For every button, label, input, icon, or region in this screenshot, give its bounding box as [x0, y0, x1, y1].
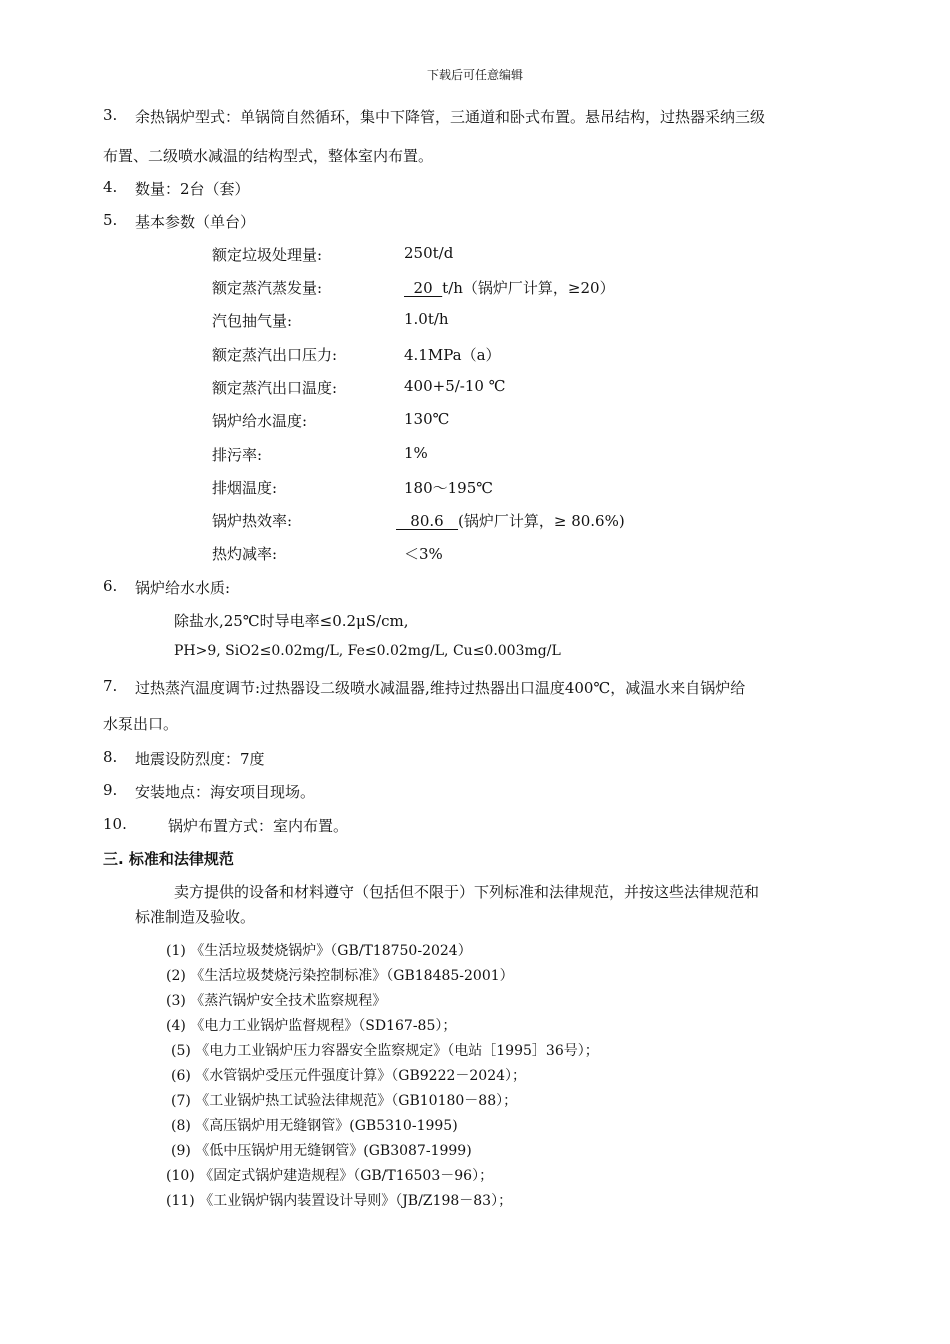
- item-4-text: 数量：2台（套）: [135, 180, 250, 198]
- item-10-number: 10.: [103, 815, 127, 833]
- param-label: 排烟温度:: [212, 479, 278, 497]
- param-label: 排污率:: [212, 446, 263, 464]
- item-3-text-line2: 布置、二级喷水减温的结构型式，整体室内布置。: [103, 147, 434, 165]
- item-3-text-line1: 余热锅炉型式：单锅筒自然循环，集中下降管，三通道和卧式布置。悬吊结构，过热器采纳三级: [135, 108, 766, 126]
- param-label: 锅炉给水温度:: [212, 412, 308, 430]
- item-5-number: 5.: [103, 211, 118, 229]
- standard-item: (3) 《蒸汽锅炉安全技术监察规程》: [166, 993, 387, 1009]
- param-value: 180～195℃: [404, 479, 494, 497]
- standard-item: (8) 《高压锅炉用无缝钢管》(GB5310-1995): [171, 1118, 458, 1134]
- item-8-text: 地震设防烈度：7度: [135, 750, 265, 768]
- param-value: 400+5/-10 ℃: [404, 377, 506, 395]
- item-5-text: 基本参数（单台）: [135, 213, 256, 231]
- param-value: 250t/d: [404, 244, 454, 262]
- standard-item: (11) 《工业锅炉锅内装置设计导则》（JB/Z198－83）；: [166, 1193, 513, 1209]
- param-label: 锅炉热效率:: [212, 512, 293, 530]
- param-value: [396, 510, 625, 531]
- standard-item: (6) 《水管锅炉受压元件强度计算》（GB9222－2024）；: [171, 1068, 527, 1084]
- standard-item: (4) 《电力工业锅炉监督规程》（SD167-85）；: [166, 1018, 457, 1034]
- param-value-underlined: 80.6: [396, 512, 459, 530]
- param-value: ＜3%: [404, 545, 443, 563]
- item-3-number: 3.: [103, 106, 118, 124]
- item-10-text: 锅炉布置方式：室内布置。: [168, 817, 349, 835]
- section-intro-line2: 标准制造及验收。: [135, 908, 256, 926]
- param-label: 额定垃圾处理量:: [212, 246, 323, 264]
- param-value: 1%: [404, 444, 428, 462]
- item-7-text-line2: 水泵出口。: [103, 715, 179, 733]
- param-label: 额定蒸汽蒸发量:: [212, 279, 323, 297]
- param-value: [404, 277, 615, 298]
- item-4-number: 4.: [103, 178, 118, 196]
- param-value: 130℃: [404, 410, 450, 428]
- standard-item: (5) 《电力工业锅炉压力容器安全监察规定》（电站［1995］36号）；: [171, 1043, 599, 1059]
- param-label: 热灼减率:: [212, 545, 278, 563]
- page-header: 下载后可任意编辑: [426, 68, 523, 82]
- standard-item: (7) 《工业锅炉热工试验法律规范》（GB10180－88）；: [171, 1093, 518, 1109]
- param-label: 额定蒸汽出口温度:: [212, 379, 338, 397]
- item-7-number: 7.: [103, 677, 118, 695]
- param-value-underlined: 20: [404, 279, 443, 297]
- item-7-text-line1: 过热蒸汽温度调节:过热器设二级喷水减温器,维持过热器出口温度400℃，减温水来自锅炉给: [135, 679, 746, 697]
- section-intro-line1: 卖方提供的设备和材料遵守（包括但不限于）下列标准和法律规范，并按这些法律规范和: [174, 883, 760, 901]
- param-value: 1.0t/h: [404, 310, 449, 328]
- param-label: 汽包抽气量:: [212, 312, 293, 330]
- standard-item: (10) 《固定式锅炉建造规程》（GB/T16503－96）；: [166, 1168, 494, 1184]
- item-6-number: 6.: [103, 577, 118, 595]
- param-value-note: t/h（锅炉厂计算，≥20）: [442, 279, 615, 297]
- item-8-number: 8.: [103, 748, 118, 766]
- water-quality-line1: 除盐水,25℃时导电率≤0.2μS/cm,: [174, 612, 409, 630]
- param-label: 额定蒸汽出口压力:: [212, 346, 338, 364]
- section-title: 三. 标准和法律规范: [103, 850, 234, 868]
- standard-item: (9) 《低中压锅炉用无缝钢管》(GB3087-1999): [171, 1143, 472, 1159]
- water-quality-line2: PH>9, SiO2≤0.02mg/L, Fe≤0.02mg/L, Cu≤0.003mg/L: [174, 643, 561, 659]
- standard-item: (1) 《生活垃圾焚烧锅炉》（GB/T18750-2024）: [166, 943, 472, 959]
- param-value-note: (锅炉厂计算，≥ 80.6%): [458, 512, 625, 530]
- param-value: 4.1MPa（a）: [404, 346, 501, 364]
- item-6-title: 锅炉给水水质:: [135, 579, 231, 597]
- standard-item: (2) 《生活垃圾焚烧污染控制标准》（GB18485-2001）: [166, 968, 514, 984]
- item-9-number: 9.: [103, 781, 118, 799]
- item-9-text: 安装地点：海安项目现场。: [135, 783, 316, 801]
